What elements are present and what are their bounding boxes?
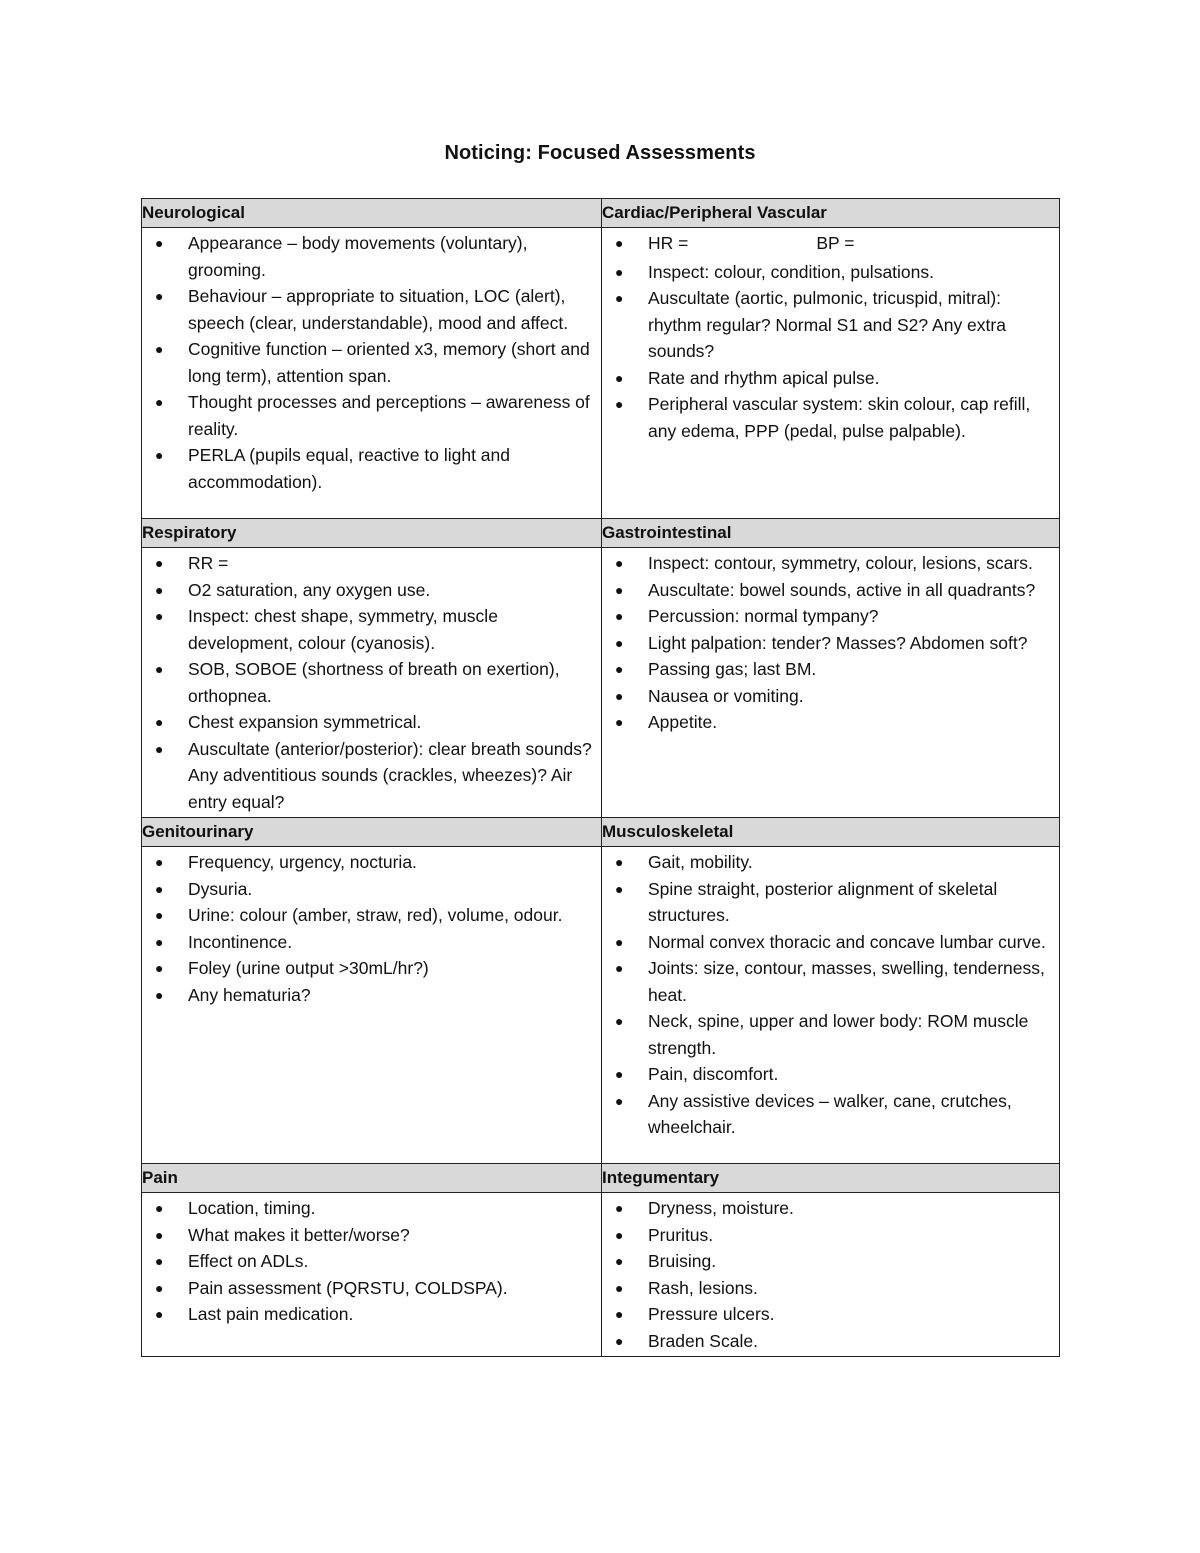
bullet-icon: ● [155, 1200, 164, 1216]
list-item [602, 876, 1053, 929]
list-item-text: Braden Scale. [648, 1330, 758, 1351]
list-item [142, 736, 595, 816]
pain-header: Pain [142, 1164, 602, 1193]
list-item [142, 902, 595, 929]
bullet-icon: ● [615, 235, 624, 251]
list-item [142, 1275, 595, 1302]
list-item-text: Behaviour – appropriate to situation, LOC (alert), speech (clear, understandable), mood and affect. [188, 286, 569, 333]
list-item-text: Location, timing. [188, 1198, 316, 1218]
list-item [142, 1248, 595, 1275]
list-item-text: Peripheral vascular system: skin colour, cap refill, any edema, PPP (pedal, pulse palpable). [648, 394, 1031, 441]
list-item-text: Auscultate (anterior/posterior): clear breath sounds? Any adventitious sounds (crackles, wheezes)? Air entry equal? [188, 738, 592, 812]
bullet-icon: ● [615, 1066, 624, 1082]
list-item-text: Dysuria. [188, 878, 253, 899]
bullet-icon: ● [615, 1226, 624, 1243]
list-item [602, 230, 1053, 257]
list-item-text: Any assistive devices – walker, cane, crutches, wheelchair. [648, 1090, 1012, 1137]
list-item [602, 656, 1053, 683]
list-item [142, 982, 595, 1009]
gastrointestinal-cell [602, 548, 1060, 818]
list-item [602, 391, 1053, 444]
list-item [602, 1301, 1053, 1328]
list-item-text: Dryness, moisture. [648, 1198, 794, 1218]
bullet-icon: ● [155, 1306, 164, 1322]
list-item-text: Urine: colour (amber, straw, red), volume, odour. [188, 905, 563, 925]
bullet-icon: ● [155, 661, 164, 677]
list-item-text: Normal convex thoracic and concave lumbar curve. [648, 931, 1046, 952]
bullet-icon: ● [155, 1226, 164, 1243]
bullet-icon: ● [155, 341, 164, 357]
bullet-icon: ● [155, 880, 164, 897]
list-item-text: What makes it better/worse? [188, 1224, 410, 1245]
list-item [142, 709, 595, 736]
gastrointestinal-list [602, 548, 1059, 738]
cardiac-cell [602, 228, 1060, 519]
list-item [142, 550, 595, 577]
bullet-icon: ● [155, 933, 164, 950]
list-item [142, 603, 595, 656]
bullet-icon: ● [155, 907, 164, 923]
bullet-icon: ● [615, 1332, 624, 1349]
list-item [602, 1061, 1053, 1088]
list-item-text: O2 saturation, any oxygen use. [188, 579, 431, 600]
neurological-header: Neurological [142, 199, 602, 228]
list-item [602, 1275, 1053, 1302]
list-item-text: Auscultate (aortic, pulmonic, tricuspid, mitral): rhythm regular? Normal S1 and S2? Any extra sounds? [648, 288, 1006, 361]
list-item-text: Effect on ADLs. [188, 1251, 309, 1271]
list-item-text: Inspect: chest shape, symmetry, muscle development, colour (cyanosis). [188, 606, 498, 653]
neurological-list [142, 228, 601, 497]
bullet-icon: ● [615, 1306, 624, 1322]
list-item [602, 955, 1053, 1008]
list-item-text: Appetite. [648, 712, 718, 732]
list-item [602, 849, 1053, 876]
list-item-text: Chest expansion symmetrical. [188, 712, 422, 732]
bullet-icon: ● [615, 369, 624, 386]
gastrointestinal-header: Gastrointestinal [602, 519, 1060, 548]
assessment-table [141, 198, 1060, 1357]
page-title: Noticing: Focused Assessments [444, 142, 756, 164]
list-item [602, 1195, 1053, 1222]
list-item [142, 283, 595, 336]
list-item [602, 709, 1053, 736]
list-item-text: Rash, lesions. [648, 1277, 758, 1298]
list-item-text: Percussion: normal tympany? [648, 606, 879, 626]
respiratory-header: Respiratory [142, 519, 602, 548]
integumentary-header: Integumentary [602, 1164, 1060, 1193]
list-item-text: Bruising. [648, 1251, 717, 1271]
bullet-icon: ● [155, 394, 164, 410]
list-item-text: Rate and rhythm apical pulse. [648, 367, 880, 388]
list-item-text: Thought processes and perceptions – awareness of reality. [188, 392, 590, 439]
respiratory-list [142, 548, 601, 817]
list-item [142, 1195, 595, 1222]
list-item-text: Joints: size, contour, masses, swelling, tenderness, heat. [648, 958, 1045, 1005]
list-item-text: Gait, mobility. [648, 852, 753, 872]
list-item [142, 929, 595, 956]
pain-cell [142, 1193, 602, 1357]
hr-label: HR = [648, 233, 689, 253]
list-item [142, 336, 595, 389]
musculoskeletal-cell [602, 847, 1060, 1164]
list-item [142, 876, 595, 903]
bullet-icon: ● [615, 933, 624, 950]
list-item-text: PERLA (pupils equal, reactive to light and accommodation). [188, 445, 510, 492]
list-item [602, 929, 1053, 956]
list-item-text: Pressure ulcers. [648, 1304, 775, 1324]
cardiac-list-rest [602, 259, 1059, 447]
bullet-icon: ● [155, 235, 164, 251]
genitourinary-cell [142, 847, 602, 1164]
bp-label: BP = [816, 233, 855, 253]
content-row [142, 548, 1060, 818]
list-item [602, 603, 1053, 630]
list-item [142, 577, 595, 604]
neurological-cell [142, 228, 602, 519]
list-item-text: Light palpation: tender? Masses? Abdomen soft? [648, 632, 1028, 653]
list-item-text: Cognitive function – oriented x3, memory (short and long term), attention span. [188, 339, 590, 386]
list-item-text: Pain assessment (PQRSTU, COLDSPA). [188, 1277, 508, 1298]
list-item-text: Passing gas; last BM. [648, 659, 817, 679]
bullet-icon: ● [615, 263, 624, 280]
bullet-icon: ● [615, 608, 624, 624]
content-row [142, 1193, 1060, 1357]
list-item-text: SOB, SOBOE (shortness of breath on exertion), orthopnea. [188, 659, 560, 706]
header-row [142, 199, 1060, 228]
cardiac-list [602, 228, 1059, 259]
bullet-icon: ● [615, 1013, 624, 1029]
header-row [142, 519, 1060, 548]
list-item [142, 955, 595, 982]
bullet-icon: ● [615, 634, 624, 651]
list-item [142, 389, 595, 442]
respiratory-cell [142, 548, 602, 818]
list-item-text: Inspect: contour, symmetry, colour, lesions, scars. [648, 553, 1033, 573]
list-item [602, 1088, 1053, 1141]
bullet-icon: ● [615, 661, 624, 677]
list-item [602, 1248, 1053, 1275]
list-item-text: Pruritus. [648, 1224, 714, 1245]
list-item [602, 259, 1053, 286]
list-item [602, 1008, 1053, 1061]
bullet-icon: ● [155, 1253, 164, 1269]
content-row [142, 847, 1060, 1164]
list-item [602, 285, 1053, 365]
bullet-icon: ● [615, 960, 624, 976]
bullet-icon: ● [615, 290, 624, 306]
bullet-icon: ● [155, 854, 164, 870]
bullet-icon: ● [155, 1279, 164, 1296]
bullet-icon: ● [155, 986, 164, 1003]
list-item [602, 683, 1053, 710]
pain-list [142, 1193, 601, 1330]
list-item [142, 1301, 595, 1328]
bullet-icon: ● [155, 555, 164, 571]
bullet-icon: ● [155, 714, 164, 730]
list-item [602, 1222, 1053, 1249]
bullet-icon: ● [155, 740, 164, 757]
list-item [142, 656, 595, 709]
bullet-icon: ● [615, 1253, 624, 1269]
bullet-icon: ● [615, 880, 624, 897]
bullet-icon: ● [615, 714, 624, 730]
header-row [142, 818, 1060, 847]
list-item [142, 442, 595, 495]
list-item [142, 230, 595, 283]
list-item-text: Auscultate: bowel sounds, active in all quadrants? [648, 579, 1036, 600]
list-item-text: Spine straight, posterior alignment of skeletal structures. [648, 878, 998, 925]
bullet-icon: ● [615, 581, 624, 598]
list-item [142, 849, 595, 876]
integumentary-list [602, 1193, 1059, 1356]
integumentary-cell [602, 1193, 1060, 1357]
list-item-text: Incontinence. [188, 931, 293, 952]
list-item [602, 577, 1053, 604]
genitourinary-header: Genitourinary [142, 818, 602, 847]
header-row [142, 1164, 1060, 1193]
bullet-icon: ● [155, 447, 164, 463]
bullet-icon: ● [615, 555, 624, 571]
bullet-icon: ● [155, 288, 164, 304]
bullet-icon: ● [155, 960, 164, 976]
bullet-icon: ● [615, 396, 624, 412]
bullet-icon: ● [615, 1092, 624, 1109]
musculoskeletal-header: Musculoskeletal [602, 818, 1060, 847]
list-item-text: Nausea or vomiting. [648, 685, 804, 706]
list-item [602, 1328, 1053, 1355]
list-item [602, 365, 1053, 392]
list-item-text: RR = [188, 553, 229, 573]
list-item-text: Frequency, urgency, nocturia. [188, 852, 417, 872]
list-item [602, 630, 1053, 657]
musculoskeletal-list [602, 847, 1059, 1143]
list-item-text: Foley (urine output >30mL/hr?) [188, 958, 429, 978]
list-item-text: Inspect: colour, condition, pulsations. [648, 261, 935, 282]
list-item-text: Any hematuria? [188, 984, 311, 1005]
list-item-text: Neck, spine, upper and lower body: ROM muscle strength. [648, 1011, 1029, 1058]
bullet-icon: ● [155, 608, 164, 624]
content-row [142, 228, 1060, 519]
genitourinary-list [142, 847, 601, 1010]
list-item-text: Appearance – body movements (voluntary), grooming. [188, 233, 528, 280]
bullet-icon: ● [155, 581, 164, 598]
list-item-text: Last pain medication. [188, 1304, 354, 1324]
bullet-icon: ● [615, 854, 624, 870]
list-item [602, 550, 1053, 577]
bullet-icon: ● [615, 1200, 624, 1216]
cardiac-header: Cardiac/Peripheral Vascular [602, 199, 1060, 228]
bullet-icon: ● [615, 687, 624, 704]
list-item [142, 1222, 595, 1249]
bullet-icon: ● [615, 1279, 624, 1296]
list-item-text: Pain, discomfort. [648, 1064, 779, 1084]
